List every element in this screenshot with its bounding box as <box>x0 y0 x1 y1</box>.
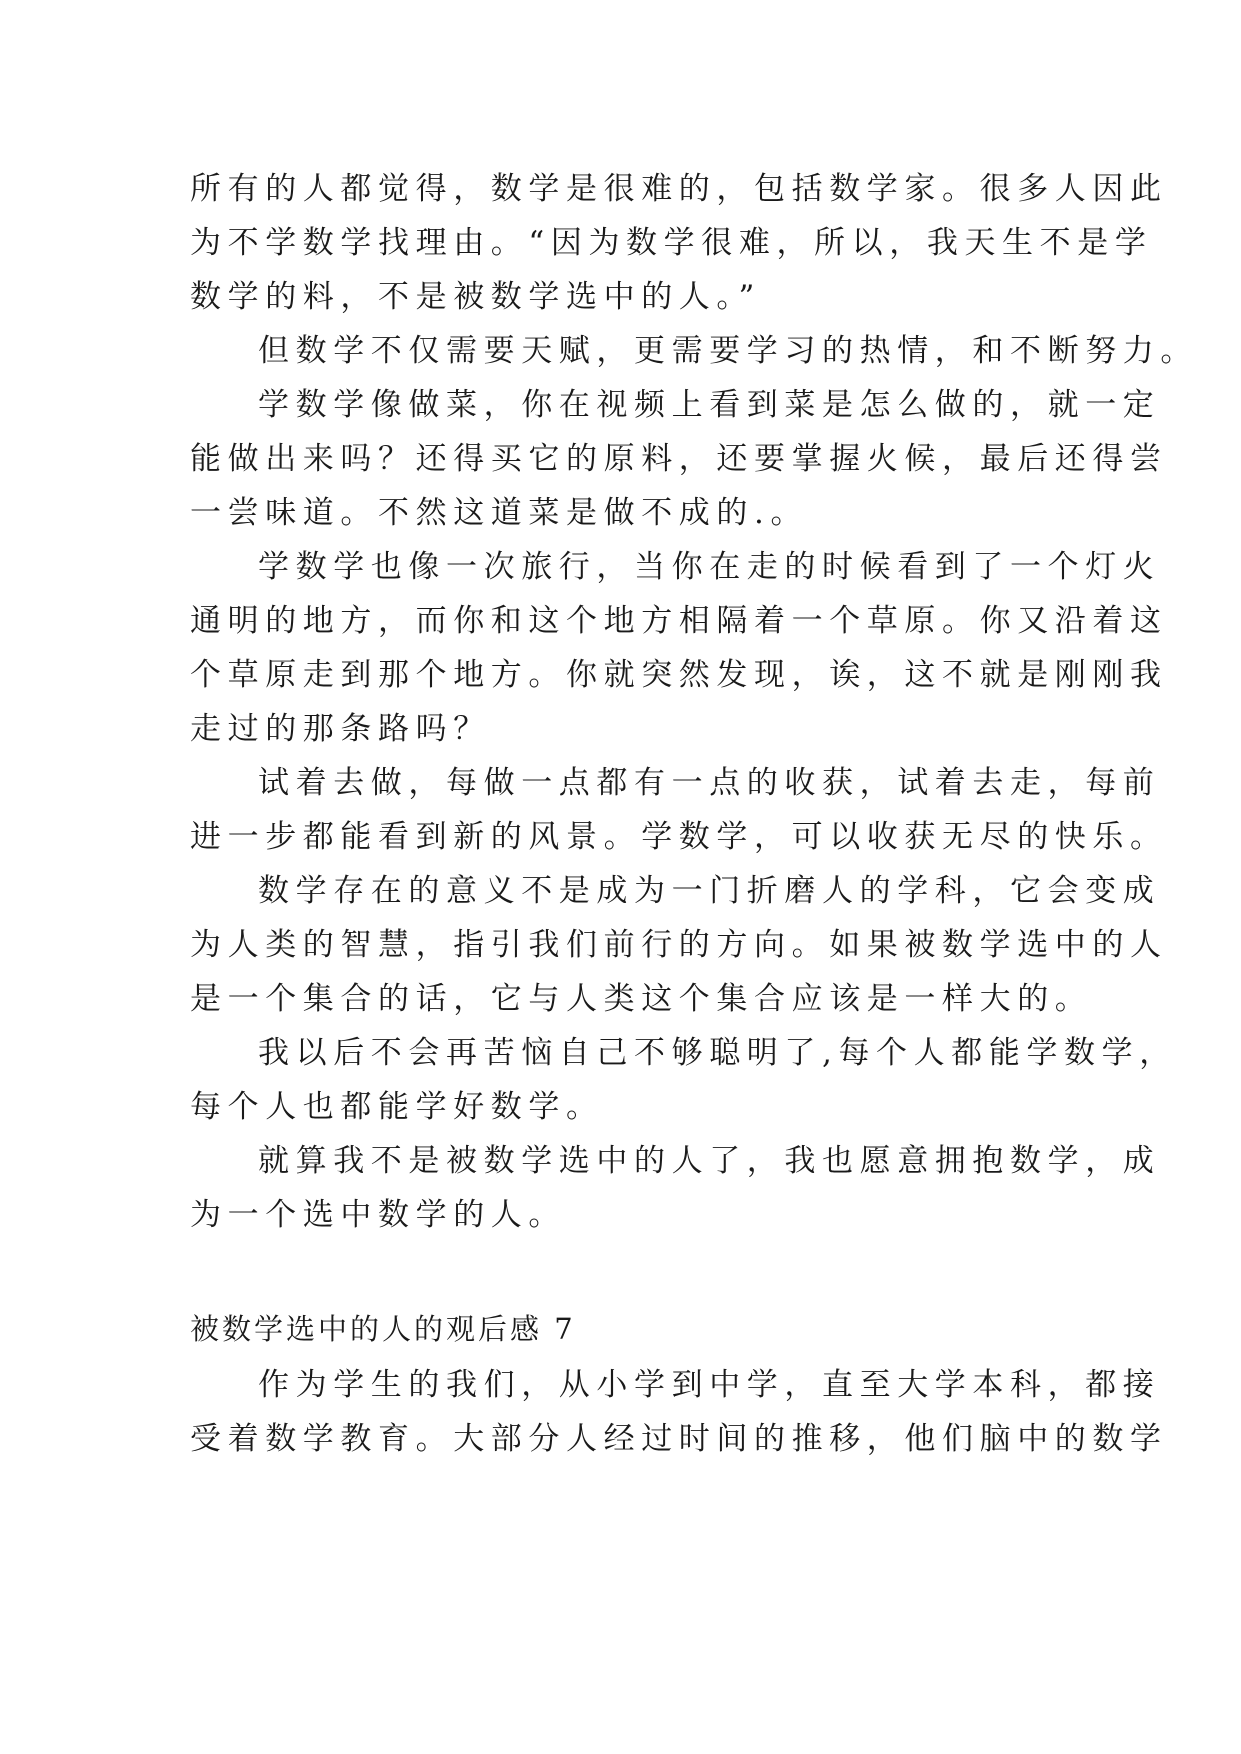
text-line: 试着去做，每做一点都有一点的收获，试着去走，每前 <box>258 765 1161 801</box>
text-line: 个草原走到那个地方。你就突然发现，诶，这不就是刚刚我 <box>190 657 1168 693</box>
section-heading: 被数学选中的人的观后感 7 <box>190 1312 576 1346</box>
document-body <box>190 162 1198 1466</box>
text-line: 进一步都能看到新的风景。学数学，可以收获无尽的快乐。 <box>190 819 1168 855</box>
text-line: 就算我不是被数学选中的人了，我也愿意拥抱数学，成 <box>258 1143 1161 1179</box>
text-line: 每个人也都能学好数学。 <box>190 1089 604 1125</box>
text-line: 我以后不会再苦恼自己不够聪明了,每个人都能学数学， <box>258 1035 1177 1071</box>
text-line: 数学存在的意义不是成为一门折磨人的学科，它会变成 <box>258 873 1161 909</box>
text-line: 作为学生的我们，从小学到中学，直至大学本科，都接 <box>258 1367 1161 1403</box>
text-line: 能做出来吗？还得买它的原料，还要掌握火候，最后还得尝 <box>190 441 1168 477</box>
text-line: 走过的那条路吗？ <box>190 711 491 747</box>
text-line: 为一个选中数学的人。 <box>190 1197 566 1233</box>
text-line: 受着数学教育。大部分人经过时间的推移，他们脑中的数学 <box>190 1421 1168 1457</box>
text-line: 是一个集合的话，它与人类这个集合应该是一样大的。 <box>190 981 1093 1017</box>
text-line: 学数学也像一次旅行，当你在走的时候看到了一个灯火 <box>258 549 1161 585</box>
text-line: 一尝味道。不然这道菜是做不成的.。 <box>190 495 809 531</box>
text-line: 但数学不仅需要天赋，更需要学习的热情，和不断努力。 <box>258 333 1198 369</box>
text-line: 所有的人都觉得，数学是很难的，包括数学家。很多人因此 <box>190 171 1168 207</box>
text-line: 为人类的智慧，指引我们前行的方向。如果被数学选中的人 <box>190 927 1168 963</box>
text-line: 通明的地方，而你和这个地方相隔着一个草原。你又沿着这 <box>190 603 1168 639</box>
text-line: 数学的料，不是被数学选中的人。” <box>190 279 761 315</box>
text-line: 为不学数学找理由。“因为数学很难，所以，我天生不是学 <box>190 225 1153 261</box>
text-line: 学数学像做菜，你在视频上看到菜是怎么做的，就一定 <box>258 387 1161 423</box>
